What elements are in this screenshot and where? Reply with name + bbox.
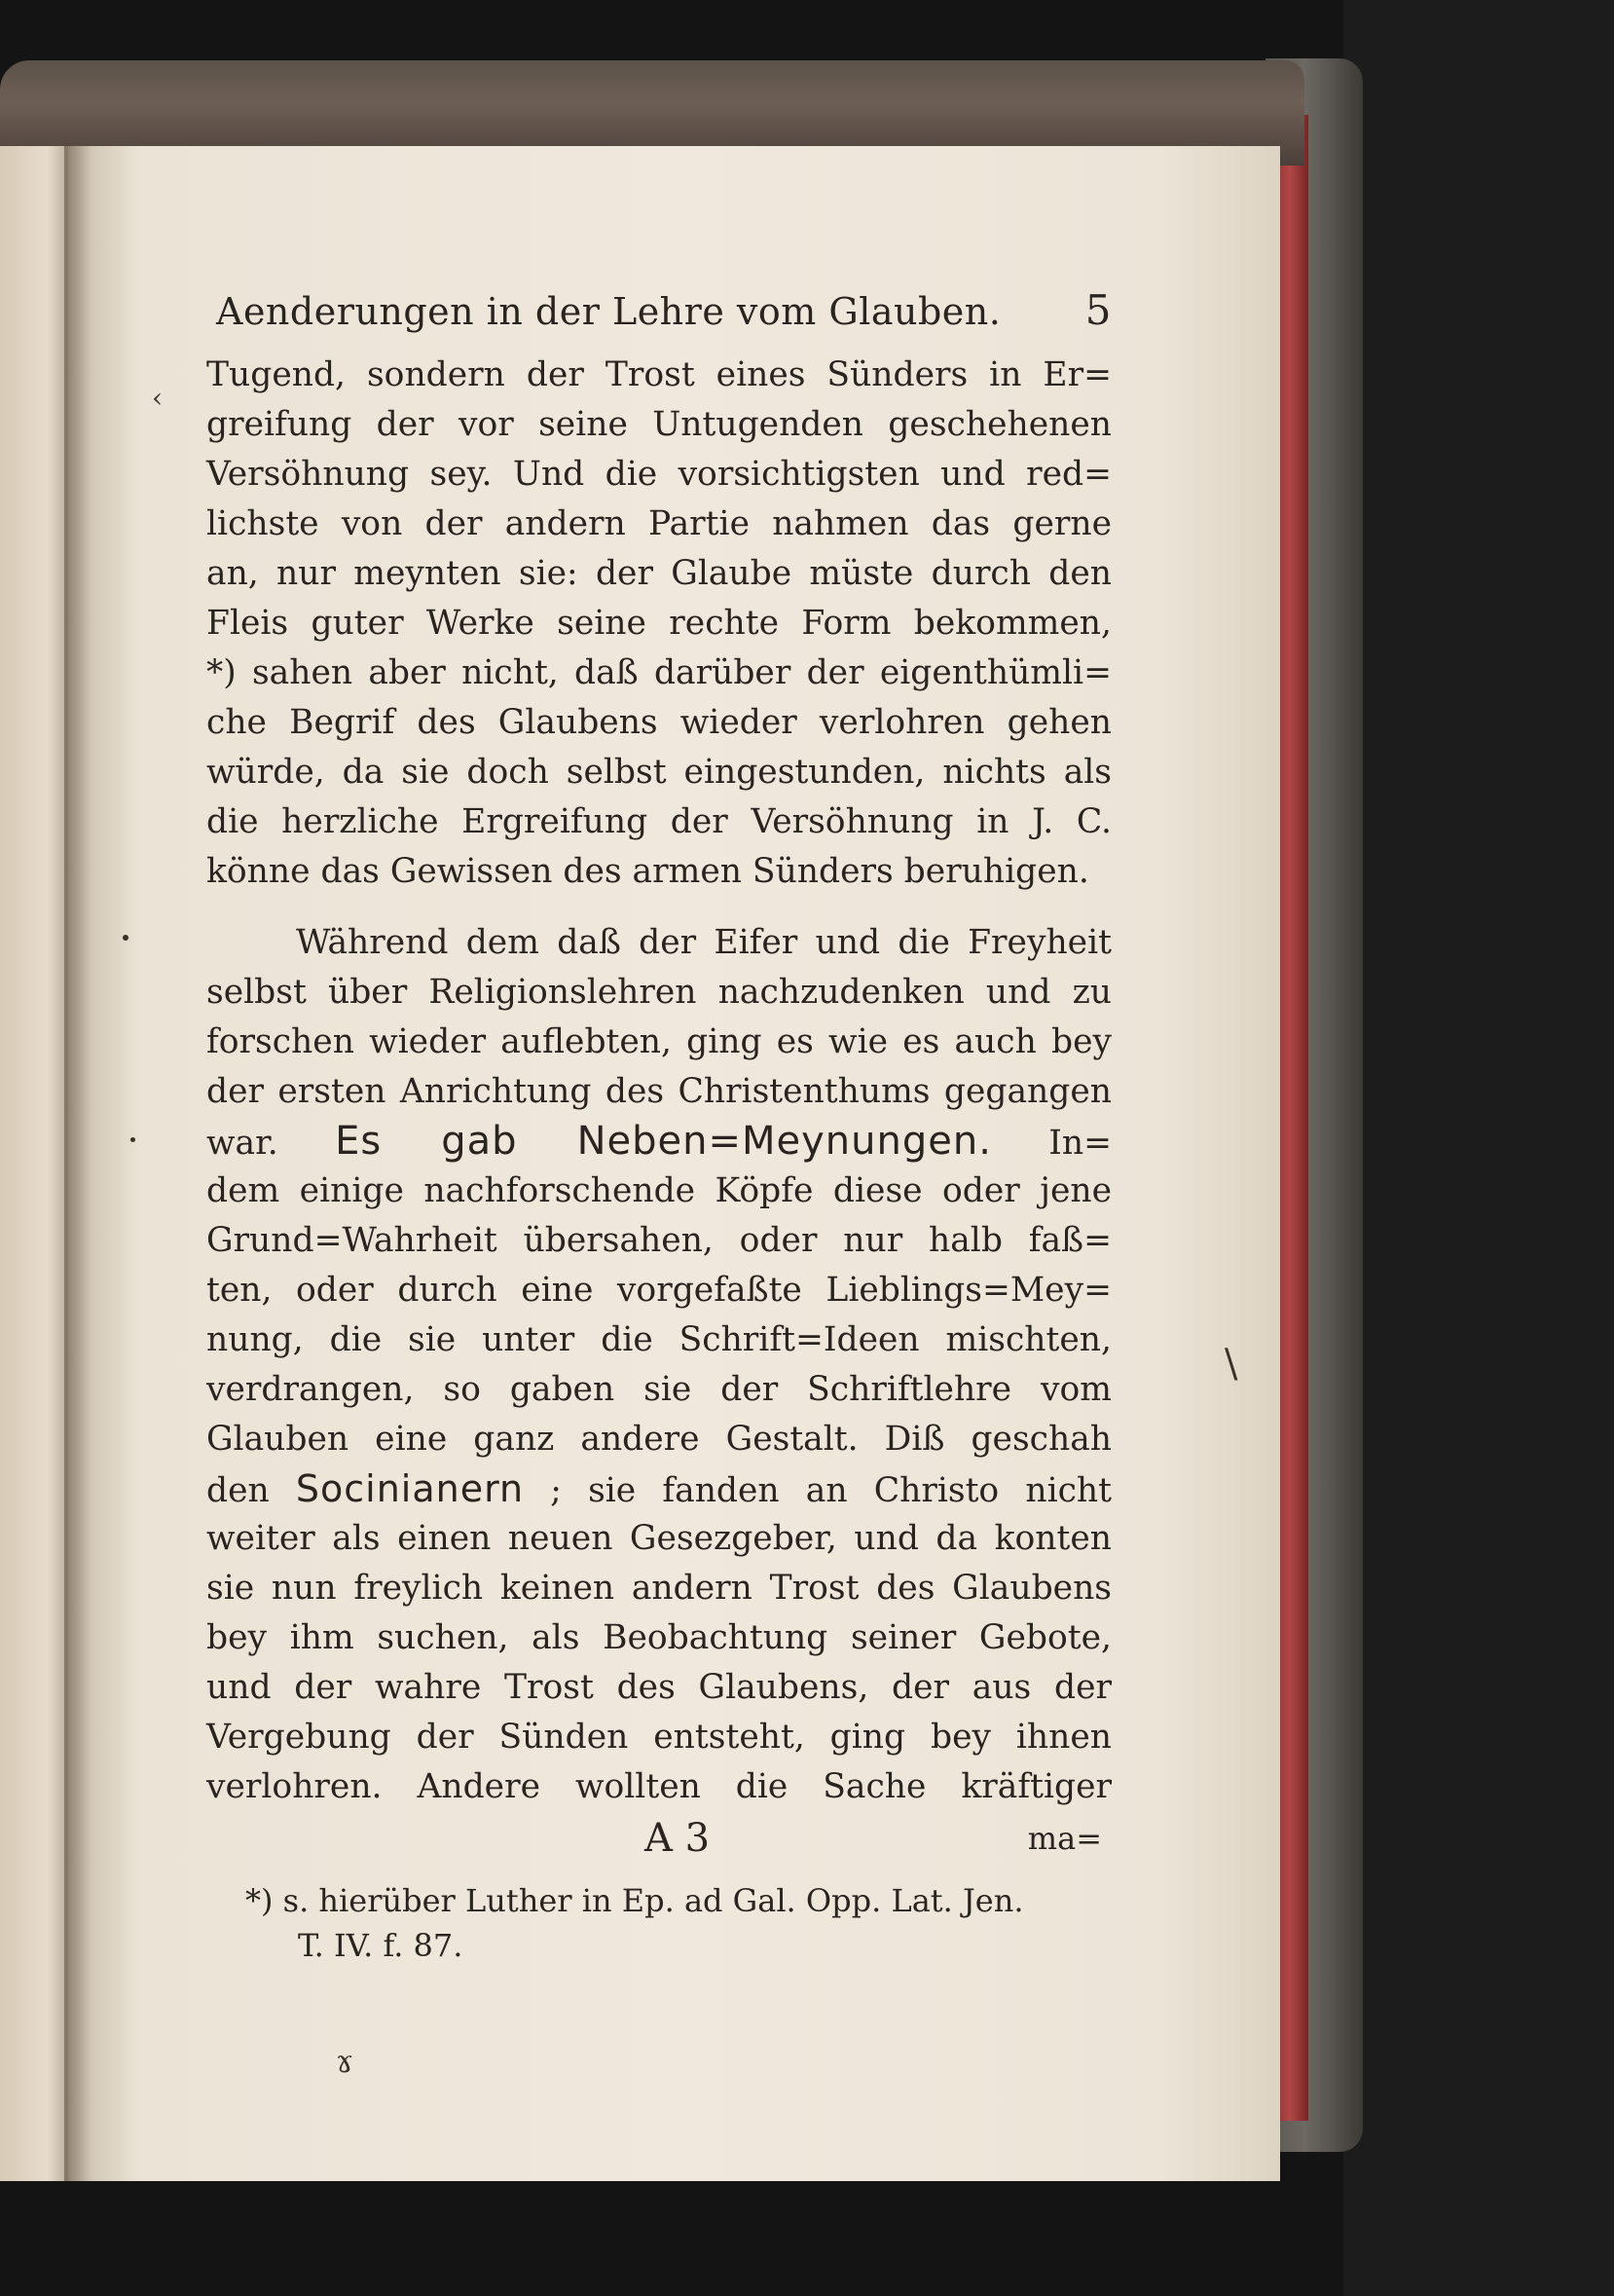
text-line: Versöhnung sey. Und die vorsichtigsten und red= <box>206 455 1112 494</box>
text-line: Tugend, sondern der Trost eines Sünders in Er= <box>206 355 1112 394</box>
text-run: ; sie fanden an Christo nicht <box>550 1471 1113 1510</box>
text-line: verlohren. Andere wollten die Sache kräftiger <box>206 1767 1112 1806</box>
text-line: selbst über Religionslehren nachzudenken und zu <box>206 973 1112 1012</box>
emphasized-phrase: Es gab Neben=Meynungen. <box>335 1119 992 1164</box>
catchword: ma= <box>1027 1820 1102 1857</box>
text-line: an, nur meynten sie: der Glaube müste durch den <box>206 554 1112 593</box>
ink-mark: ‹ <box>152 382 164 414</box>
signature-mark: A 3 <box>644 1816 711 1861</box>
footnote-line: *) s. hierüber Luther in Ep. ad Gal. Opp. Lat. Jen. <box>245 1882 1024 1919</box>
text-line: nung, die sie unter die Schrift=Ideen mischten, <box>206 1320 1112 1359</box>
ink-speck <box>123 935 128 941</box>
footnote <box>206 1878 1112 1968</box>
text-line: bey ihm suchen, als Beobachtung seiner Gebote, <box>206 1618 1112 1657</box>
text-line: würde, da sie doch selbst eingestunden, nichts als <box>206 753 1112 792</box>
text-line: könne das Gewissen des armen Sünders beruhigen. <box>206 852 1089 891</box>
paragraph-1 <box>206 351 1112 897</box>
text-line: der ersten Anrichtung des Christenthums gegangen <box>206 1072 1112 1111</box>
text-line <box>206 1117 1112 1167</box>
text-line: Grund=Wahrheit übersahen, oder nur halb faß= <box>206 1221 1112 1260</box>
text-line: lichste von der andern Partie nahmen das gerne <box>206 504 1112 543</box>
text-line: Während dem daß der Eifer und die Freyheit <box>296 923 1112 962</box>
page-text <box>206 282 1112 1968</box>
page-header <box>206 282 1112 351</box>
text-line: ten, oder durch eine vorgefaßte Lieblings=Mey= <box>206 1271 1112 1310</box>
text-line: forschen wieder auflebten, ging es wie es auch bey <box>206 1022 1112 1061</box>
ink-speck <box>130 1137 135 1142</box>
text-line: Vergebung der Sünden entsteht, ging bey ihnen <box>206 1718 1112 1757</box>
text-run: den <box>206 1471 270 1510</box>
emphasized-name: Socinianern <box>295 1467 525 1510</box>
footnote-line: T. IV. f. 87. <box>298 1927 463 1964</box>
text-line: die herzliche Ergreifung der Versöhnung in J. C. <box>206 802 1112 841</box>
page-number: 5 <box>1084 286 1112 334</box>
text-line <box>206 1464 1112 1514</box>
text-line: dem einige nachforschende Köpfe diese oder jene <box>206 1171 1112 1210</box>
catchline <box>206 1812 1112 1870</box>
text-line: *) sahen aber nicht, daß darüber der eigenthümli= <box>206 653 1112 692</box>
text-run: In= <box>1048 1124 1112 1163</box>
ink-mark: \ <box>1225 1342 1238 1387</box>
text-line: greifung der vor seine Untugenden geschehenen <box>206 405 1112 444</box>
text-line: verdrangen, so gaben sie der Schriftlehre vom <box>206 1370 1112 1409</box>
text-line: Fleis guter Werke seine rechte Form bekommen, <box>206 604 1112 643</box>
scan-background <box>1343 0 1614 2296</box>
gutter-shadow <box>64 146 92 2181</box>
text-line: Glauben eine ganz andere Gestalt. Diß geschah <box>206 1420 1112 1459</box>
text-line: che Begrif des Glaubens wieder verlohren gehen <box>206 703 1112 742</box>
paragraph-2 <box>206 918 1112 1812</box>
text-line: und der wahre Trost des Glaubens, der aus der <box>206 1668 1112 1707</box>
text-line: sie nun freylich keinen andern Trost des Glaubens <box>206 1569 1112 1608</box>
facing-page-sliver <box>0 146 68 2181</box>
text-run: war. <box>206 1124 278 1163</box>
pencil-mark: ɤ <box>336 2043 354 2080</box>
text-line: weiter als einen neuen Gesezgeber, und da konten <box>206 1519 1112 1558</box>
running-head: Aenderungen in der Lehre vom Glauben. <box>216 290 1002 333</box>
